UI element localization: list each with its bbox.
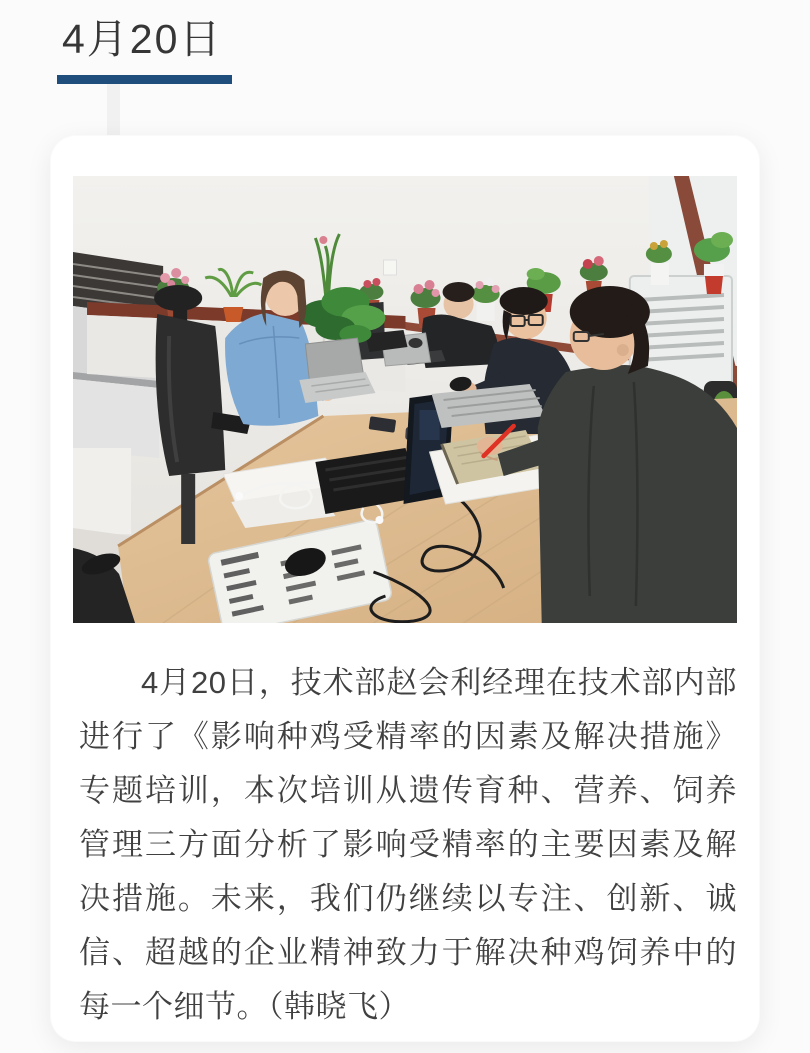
meeting-photo[interactable]	[73, 176, 737, 623]
date-heading: 4月20日	[62, 16, 223, 62]
article-paragraph: 4月20日，技术部赵会利经理在技术部内部进行了《影响种鸡受精率的因素及解决措施》专题培训，本次培训从遗传育种、营养、饲养管理三方面分析了影响受精率的主要因素及解决措施。未来，我们仍继续以专注、创新、诚信、超越的企业精神致力于解决种鸡饲养中的每一个细节。（韩晓飞）	[79, 665, 737, 1024]
meeting-photo-illustration	[73, 176, 737, 623]
article-card	[50, 135, 760, 1042]
date-underline-bar	[57, 75, 232, 84]
timeline-connector	[107, 84, 120, 136]
